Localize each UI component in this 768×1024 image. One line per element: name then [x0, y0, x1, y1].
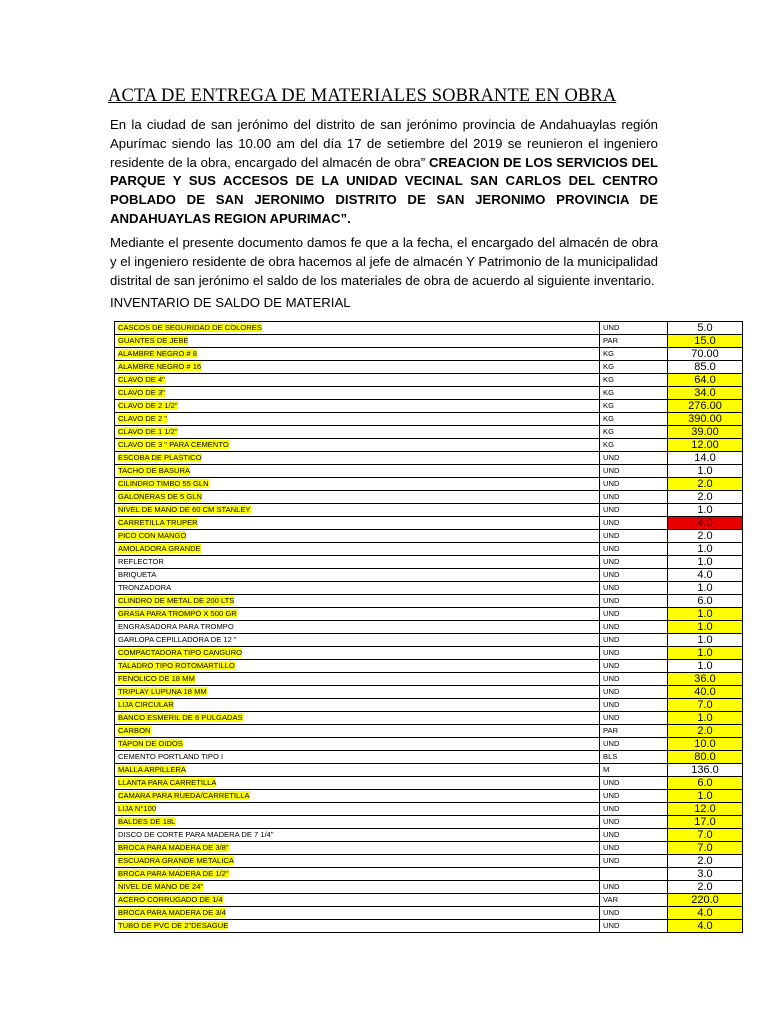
table-row — [115, 790, 743, 803]
table-row — [115, 530, 743, 543]
item-description: AMOLADORA GRANDE — [118, 544, 201, 553]
item-unit: M — [600, 764, 668, 777]
item-description-cell — [115, 868, 600, 881]
item-unit: KG — [600, 348, 668, 361]
item-quantity: 2.0 — [668, 725, 743, 738]
table-row — [115, 894, 743, 907]
item-description: CARRETILLA TRUPER — [118, 518, 198, 527]
item-description: TRIPLAY LUPUNA 18 MM — [118, 687, 207, 696]
item-description-cell — [115, 400, 600, 413]
table-row — [115, 491, 743, 504]
item-description-cell — [115, 543, 600, 556]
item-description-cell — [115, 322, 600, 335]
item-unit: UND — [600, 712, 668, 725]
item-quantity: 2.0 — [668, 881, 743, 894]
table-row — [115, 712, 743, 725]
item-description: CAMARA PARA RUEDA/CARRETILLA — [118, 791, 250, 800]
item-quantity: 64.0 — [668, 374, 743, 387]
item-description: ALAMBRE NEGRO # 16 — [118, 362, 202, 371]
item-unit — [600, 868, 668, 881]
item-description-cell — [115, 790, 600, 803]
item-description: PICO CON MANGO — [118, 531, 187, 540]
item-unit: UND — [600, 777, 668, 790]
item-quantity: 1.0 — [668, 465, 743, 478]
item-description: ESCOBA DE PLASTICO — [118, 453, 202, 462]
item-description: TACHO DE BASURA — [118, 466, 191, 475]
item-unit: UND — [600, 699, 668, 712]
item-unit: UND — [600, 595, 668, 608]
item-quantity: 3.0 — [668, 868, 743, 881]
item-unit: UND — [600, 881, 668, 894]
item-description: BRIQUETA — [118, 570, 157, 579]
table-row — [115, 855, 743, 868]
item-quantity: 7.0 — [668, 829, 743, 842]
item-unit: UND — [600, 673, 668, 686]
item-description: CEMENTO PORTLAND TIPO I — [118, 752, 224, 761]
item-unit: UND — [600, 816, 668, 829]
item-quantity: 1.0 — [668, 712, 743, 725]
table-row — [115, 452, 743, 465]
item-unit: UND — [600, 660, 668, 673]
item-quantity: 7.0 — [668, 699, 743, 712]
item-unit: UND — [600, 556, 668, 569]
item-quantity: 4.0 — [668, 920, 743, 933]
item-description-cell — [115, 478, 600, 491]
item-description-cell — [115, 816, 600, 829]
table-row — [115, 439, 743, 452]
item-description-cell — [115, 738, 600, 751]
item-description: TALADRO TIPO ROTOMARTILLO — [118, 661, 235, 670]
table-row — [115, 634, 743, 647]
item-unit: KG — [600, 374, 668, 387]
table-row — [115, 920, 743, 933]
table-row — [115, 647, 743, 660]
table-row — [115, 465, 743, 478]
item-description: REFLECTOR — [118, 557, 164, 566]
item-quantity: 85.0 — [668, 361, 743, 374]
item-description-cell — [115, 621, 600, 634]
table-row — [115, 322, 743, 335]
item-description-cell — [115, 712, 600, 725]
item-description: CLINDRO DE METAL DE 200 LTS — [118, 596, 235, 605]
item-description-cell — [115, 582, 600, 595]
item-description: BROCA PARA MADERA DE 1/2" — [118, 869, 229, 878]
item-unit: UND — [600, 920, 668, 933]
item-quantity: 1.0 — [668, 621, 743, 634]
item-quantity: 4.0 — [668, 907, 743, 920]
item-quantity: 2.0 — [668, 855, 743, 868]
table-row — [115, 907, 743, 920]
item-description-cell — [115, 452, 600, 465]
item-description-cell — [115, 777, 600, 790]
item-description: GALONERAS DE 5 GLN — [118, 492, 202, 501]
item-quantity: 5.0 — [668, 322, 743, 335]
item-description-cell — [115, 829, 600, 842]
item-description: CLAVO DE 3 " PARA CEMENTO — [118, 440, 229, 449]
item-description: GARLOPA CEPILLADORA DE 12 " — [118, 635, 237, 644]
item-unit: PAR — [600, 725, 668, 738]
table-row — [115, 608, 743, 621]
item-description-cell — [115, 803, 600, 816]
item-unit: UND — [600, 608, 668, 621]
item-quantity: 1.0 — [668, 790, 743, 803]
item-description-cell — [115, 894, 600, 907]
item-quantity: 276.00 — [668, 400, 743, 413]
item-description: LLANTA PARA CARRETILLA — [118, 778, 217, 787]
item-unit: UND — [600, 582, 668, 595]
document-title: ACTA DE ENTREGA DE MATERIALES SOBRANTE EN OBRA — [108, 86, 617, 106]
item-description: CARBON — [118, 726, 151, 735]
table-row — [115, 868, 743, 881]
table-row — [115, 348, 743, 361]
table-row — [115, 556, 743, 569]
item-quantity: 70.00 — [668, 348, 743, 361]
table-row — [115, 751, 743, 764]
item-description: NIVEL DE MANO DE 24" — [118, 882, 204, 891]
item-quantity: 2.0 — [668, 491, 743, 504]
item-description-cell — [115, 504, 600, 517]
table-row — [115, 881, 743, 894]
item-description-cell — [115, 491, 600, 504]
item-description: FENOLICO DE 18 MM — [118, 674, 195, 683]
item-quantity: 4.0 — [668, 569, 743, 582]
item-unit: BLS — [600, 751, 668, 764]
item-unit: UND — [600, 686, 668, 699]
item-unit: UND — [600, 738, 668, 751]
item-quantity: 2.0 — [668, 530, 743, 543]
item-description: ENGRASADORA PARA TROMPO — [118, 622, 234, 631]
item-quantity: 390.00 — [668, 413, 743, 426]
table-row — [115, 764, 743, 777]
item-description-cell — [115, 673, 600, 686]
item-description-cell — [115, 374, 600, 387]
item-unit: PAR — [600, 335, 668, 348]
item-unit: UND — [600, 465, 668, 478]
project-name: CREACION DE LOS SERVICIOS DEL PARQUE Y SUS ACCESOS DE LA UNIDAD VECINAL SAN CARLOS DEL CENTRO POBLADO DE SAN JERONIMO DISTRITO DE SAN JERONIMO PROVINCIA DE ANDAHUAYLAS REGION APURIMAC”. — [110, 154, 658, 226]
item-unit: KG — [600, 387, 668, 400]
table-row — [115, 517, 743, 530]
item-description: TAPON DE OIDOS — [118, 739, 183, 748]
item-description: CLAVO DE 4" — [118, 375, 165, 384]
intro-text: En la ciudad de san jerónimo del distrito de san jerónimo provincia de Andahuaylas región Apurímac siendo las 10.00 am del día 17 de setiembre del 2019 se reunieron el ingeniero residente de la obra, encargado del almacén de obra” — [110, 117, 658, 170]
item-description-cell — [115, 413, 600, 426]
item-unit: VAR — [600, 894, 668, 907]
item-quantity: 1.0 — [668, 504, 743, 517]
item-description-cell — [115, 569, 600, 582]
item-quantity: 80.0 — [668, 751, 743, 764]
item-unit: KG — [600, 426, 668, 439]
item-description: CLAVO DE 2 1/2" — [118, 401, 178, 410]
item-quantity: 1.0 — [668, 582, 743, 595]
item-description-cell — [115, 764, 600, 777]
item-description-cell — [115, 517, 600, 530]
item-quantity: 36.0 — [668, 673, 743, 686]
item-quantity: 1.0 — [668, 660, 743, 673]
item-description: TUBO DE PVC DE 2"DESAGUE — [118, 921, 229, 930]
item-unit: UND — [600, 517, 668, 530]
item-quantity: 10.0 — [668, 738, 743, 751]
item-description-cell — [115, 842, 600, 855]
item-description-cell — [115, 855, 600, 868]
table-row — [115, 582, 743, 595]
item-unit: UND — [600, 491, 668, 504]
item-unit: UND — [600, 543, 668, 556]
table-row — [115, 335, 743, 348]
item-description: NIVEL DE MANO DE 60 CM STANLEY — [118, 505, 251, 514]
item-description: ACERO CORRUGADO DE 1/4 — [118, 895, 223, 904]
item-unit: UND — [600, 647, 668, 660]
item-quantity: 6.0 — [668, 777, 743, 790]
item-quantity: 40.0 — [668, 686, 743, 699]
item-description: GRASA PARA TROMPO X 500 GR — [118, 609, 237, 618]
item-unit: KG — [600, 400, 668, 413]
item-description-cell — [115, 426, 600, 439]
table-row — [115, 725, 743, 738]
item-description-cell — [115, 699, 600, 712]
table-row — [115, 504, 743, 517]
table-row — [115, 686, 743, 699]
table-row — [115, 361, 743, 374]
inventory-table — [114, 321, 743, 933]
item-description: ESCUADRA GRANDE METALICA — [118, 856, 234, 865]
item-unit: UND — [600, 829, 668, 842]
item-quantity: 1.0 — [668, 543, 743, 556]
table-row — [115, 673, 743, 686]
item-description-cell — [115, 556, 600, 569]
table-row — [115, 426, 743, 439]
table-row — [115, 413, 743, 426]
item-quantity: 12.00 — [668, 439, 743, 452]
item-description: LIJA N°100 — [118, 804, 157, 813]
item-unit: UND — [600, 842, 668, 855]
item-description-cell — [115, 439, 600, 452]
inventory-title: INVENTARIO DE SALDO DE MATERIAL — [110, 295, 351, 310]
item-description-cell — [115, 686, 600, 699]
item-description-cell — [115, 920, 600, 933]
item-unit: UND — [600, 452, 668, 465]
item-description: CLAVO DE 2 " — [118, 414, 167, 423]
item-quantity: 14.0 — [668, 452, 743, 465]
item-unit: UND — [600, 621, 668, 634]
item-description: CLAVO DE 1 1/2" — [118, 427, 178, 436]
table-row — [115, 374, 743, 387]
item-unit: UND — [600, 478, 668, 491]
item-description-cell — [115, 348, 600, 361]
table-row — [115, 621, 743, 634]
item-quantity: 34.0 — [668, 387, 743, 400]
item-quantity: 1.0 — [668, 556, 743, 569]
item-description-cell — [115, 335, 600, 348]
item-unit: UND — [600, 855, 668, 868]
table-row — [115, 803, 743, 816]
item-quantity: 12.0 — [668, 803, 743, 816]
table-row — [115, 699, 743, 712]
item-unit: KG — [600, 413, 668, 426]
item-description: CLAVO DE 3" — [118, 388, 165, 397]
item-unit: UND — [600, 790, 668, 803]
table-row — [115, 816, 743, 829]
inventory-body — [115, 322, 743, 933]
intro-paragraph — [110, 116, 658, 229]
item-description-cell — [115, 907, 600, 920]
table-row — [115, 842, 743, 855]
item-quantity: 220.0 — [668, 894, 743, 907]
table-row — [115, 660, 743, 673]
table-row — [115, 595, 743, 608]
item-description-cell — [115, 634, 600, 647]
table-row — [115, 400, 743, 413]
item-description: BALDES DE 18L — [118, 817, 176, 826]
item-description: MALLA ARPILLERA — [118, 765, 186, 774]
item-unit: UND — [600, 634, 668, 647]
item-description-cell — [115, 751, 600, 764]
table-row — [115, 543, 743, 556]
item-quantity: 15.0 — [668, 335, 743, 348]
item-quantity: 39.00 — [668, 426, 743, 439]
table-row — [115, 738, 743, 751]
item-unit: UND — [600, 530, 668, 543]
item-description: BANCO ESMERIL DE 6 PULGADAS — [118, 713, 243, 722]
item-quantity: 1.0 — [668, 634, 743, 647]
item-unit: UND — [600, 322, 668, 335]
item-unit: UND — [600, 803, 668, 816]
table-row — [115, 387, 743, 400]
item-description-cell — [115, 647, 600, 660]
table-row — [115, 478, 743, 491]
table-row — [115, 569, 743, 582]
item-description-cell — [115, 465, 600, 478]
table-row — [115, 829, 743, 842]
item-quantity: 4.0 — [668, 517, 743, 530]
item-description-cell — [115, 530, 600, 543]
item-description-cell — [115, 608, 600, 621]
item-description: CILINDRO TIMBO 55 GLN — [118, 479, 209, 488]
item-quantity: 2.0 — [668, 478, 743, 491]
item-description-cell — [115, 595, 600, 608]
statement-paragraph: Mediante el presente documento damos fe que a la fecha, el encargado del almacén de obra y el ingeniero residente de obra hacemos al jefe de almacén Y Patrimonio de la municipalidad distrital de san jerónimo el saldo de los materiales de obra de acuerdo al siguiente inventario. — [110, 235, 658, 288]
item-description-cell — [115, 660, 600, 673]
item-description: LIJA CIRCULAR — [118, 700, 174, 709]
item-description-cell — [115, 725, 600, 738]
item-description-cell — [115, 881, 600, 894]
item-quantity: 7.0 — [668, 842, 743, 855]
item-description: DISCO DE CORTE PARA MADERA DE 7 1/4" — [118, 830, 274, 839]
item-quantity: 17.0 — [668, 816, 743, 829]
table-row — [115, 777, 743, 790]
item-description: ALAMBRE NEGRO # 8 — [118, 349, 197, 358]
item-description: GUANTES DE JEBE — [118, 336, 189, 345]
item-description-cell — [115, 387, 600, 400]
item-unit: UND — [600, 907, 668, 920]
item-quantity: 6.0 — [668, 595, 743, 608]
item-unit: KG — [600, 439, 668, 452]
item-quantity: 1.0 — [668, 608, 743, 621]
item-description: COMPACTADORA TIPO CANGURO — [118, 648, 243, 657]
item-unit: UND — [600, 569, 668, 582]
item-description: CASCOS DE SEGURIDAD DE COLORES — [118, 323, 262, 332]
item-quantity: 1.0 — [668, 647, 743, 660]
item-description-cell — [115, 361, 600, 374]
item-description: BROCA PARA MADERA DE 3/4 — [118, 908, 226, 917]
item-unit: UND — [600, 504, 668, 517]
item-quantity: 136.0 — [668, 764, 743, 777]
item-unit: KG — [600, 361, 668, 374]
item-description: TRONZADORA — [118, 583, 172, 592]
item-description: BROCA PARA MADERA DE 3/8" — [118, 843, 229, 852]
